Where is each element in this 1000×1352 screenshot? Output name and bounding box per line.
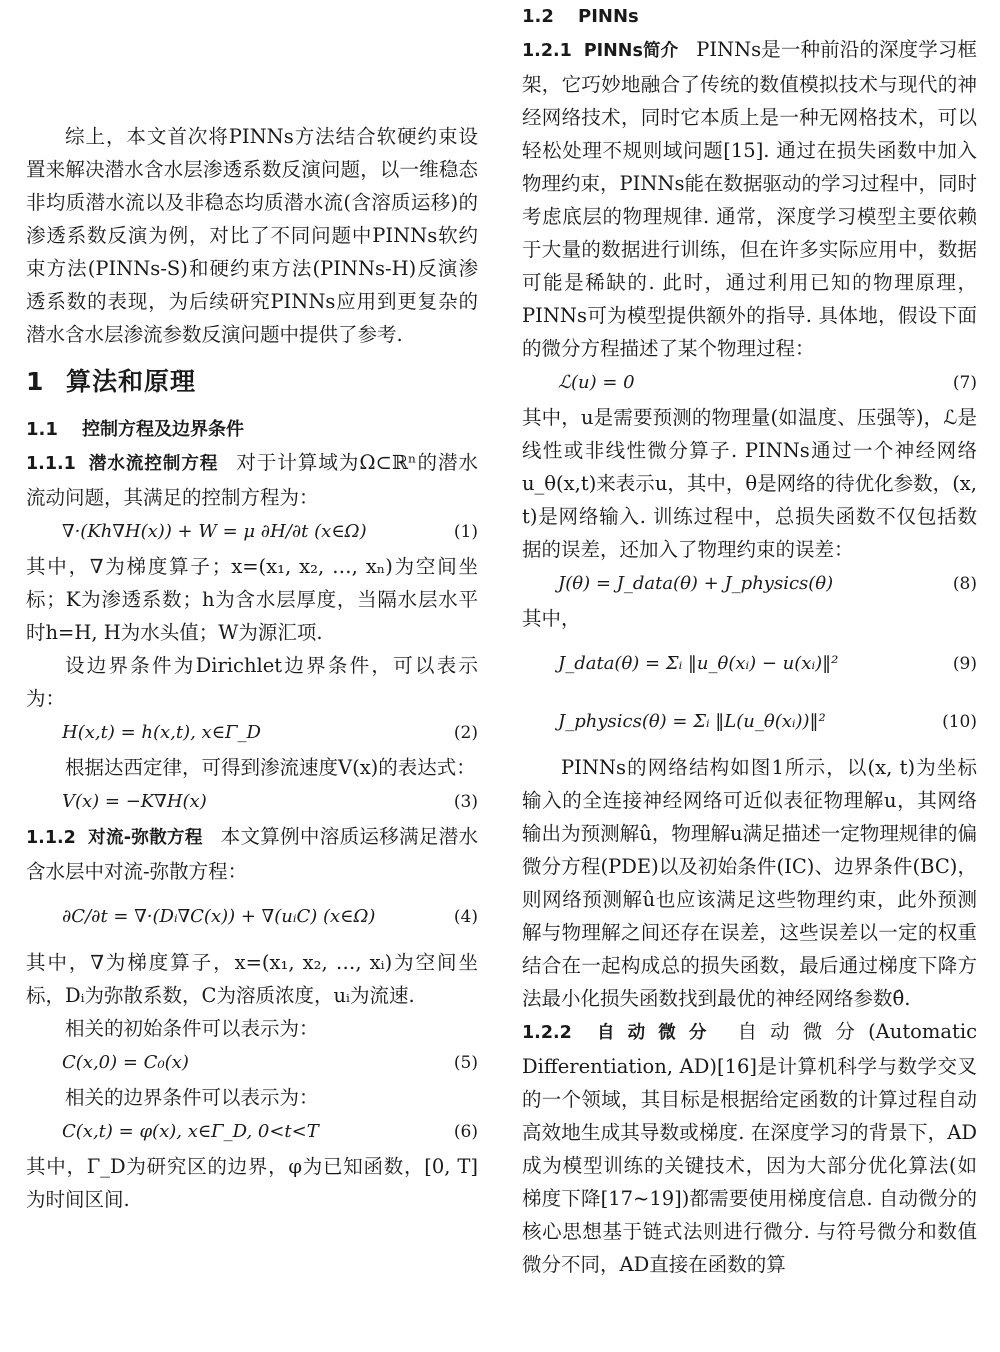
equation-expression: V(x) = −K∇H(x) [62,791,207,812]
section-1-2-1-paragraph [522,33,977,365]
equation-number: (7) [952,373,977,393]
initial-condition-intro: 相关的初始条件可以表示为： [65,1017,319,1040]
section-1-heading [26,351,478,413]
equation-7 [522,365,977,401]
equation-number: (6) [453,1122,478,1142]
section-number: 1.2.1 [522,41,572,61]
equation-expression: J_data(θ) = Σᵢ ‖u_θ(xᵢ) − u(xᵢ)‖² [558,653,839,674]
section-1-1-1-heading [26,454,236,474]
equation-expression: J(θ) = J_data(θ) + J_physics(θ) [558,573,834,594]
section-1-2-2-heading [522,1023,738,1043]
intro-paragraph: 综上，本文首次将PINNs方法结合软硬约束设置来解决潜水含水层渗透系数反演问题，以一维稳态非均质潜水流以及非稳态均质潜水流(含溶质运移)的渗透系数反演为例，对比了不同问题中PINNs软约束方法(PINNs-S)和硬约束方法(PINNs-H)反演渗透系数的表现，为后续研究PINNs应用到更复杂的潜水含水层渗流参数反演问题中提供了参考. [26,125,478,346]
eq1-explanation: 其中，∇为梯度算子；x=(x₁, x₂, …, xₙ)为空间坐标；K为渗透系数；h为含水层厚度，当隔水层水平时h=H, H为水头值；W为源汇项. [26,555,478,644]
equation-expression: H(x,t) = h(x,t), x∈Γ_D [62,722,261,743]
section-1-2-1-heading [522,41,696,61]
equation-3 [26,784,478,820]
equation-6 [26,1114,478,1150]
equation-4 [26,888,478,946]
section-title: 潜水流控制方程 [87,454,219,474]
where-label: 其中， [522,607,581,630]
equation-expression: C(x,t) = φ(x), x∈Γ_D, 0<t<T [62,1121,319,1142]
equation-number: (2) [453,723,478,743]
paragraph-text: 对于计算域为Ω⊂ℝⁿ的潜水流动问题，其满足的控制方程为： [26,451,479,509]
eq4-explanation: 其中，∇为梯度算子，x=(x₁, x₂, …, xᵢ)为空间坐标，Dᵢ为弥散系数，C为溶质浓度，uᵢ为流速. [26,951,478,1007]
equation-expression: ∇·(Kh∇H(x)) + W = μ ∂H/∂t (x∈Ω) [62,521,367,542]
equation-5 [26,1045,478,1081]
section-number: 1.2 [522,6,554,27]
section-number: 1 [26,367,45,396]
equation-expression: ∂C/∂t = ∇·(Dᵢ∇C(x)) + ∇(uᵢC) (x∈Ω) [62,906,376,927]
section-1-1-1-paragraph [26,446,478,514]
eq7-explanation: 其中，u是需要预测的物理量(如温度、压强等)，ℒ是线性或非线性微分算子. PINNs通过一个神经网络u_θ(x,t)来表示u，其中，θ是网络的待优化参数，(x, t)是网络输入. 训练过程中，总损失函数不仅包括数据的误差，还加入了物理约束的误差： [522,406,977,561]
section-number: 1.1.2 [26,828,76,848]
equation-expression: J_physics(θ) = Σᵢ ‖L(u_θ(xᵢ))‖² [558,711,826,732]
section-number: 1.2.2 [522,1023,572,1043]
right-column [522,0,977,1281]
equation-number: (5) [453,1053,478,1073]
section-1-2-heading [522,0,977,33]
equation-number: (8) [952,574,977,594]
section-1-1-heading [26,413,478,446]
equation-8 [522,566,977,602]
section-title: 对流-弥散方程 [87,828,203,848]
darcy-law-paragraph: 根据达西定律，可得到渗流速度V(x)的表达式： [65,756,476,779]
equation-2 [26,715,478,751]
section-title: 自动微分 [583,1023,720,1043]
section-1-2-2-paragraph [522,1015,977,1281]
top-spacer [26,0,478,120]
equation-number: (4) [453,907,478,927]
section-number: 1.1.1 [26,454,76,474]
paragraph-text: 本文算例中溶质运移满足潜水含水层中对流-弥散方程： [26,825,478,883]
network-structure-paragraph: PINNs的网络结构如图1所示，以(x, t)为坐标输入的全连接神经网络可近似表征物理解u，其网络输出为预测解û，物理解u满足描述一定物理规律的偏微分方程(PDE)以及初始条件(IC)、边界条件(BC)，则网络预测解û也应该满足这些物理约束，此外预测解与物理解之间还存在误差，这些误差以一定的权重结合在一起构成总的损失函数，最后通过梯度下降方法最小化损失函数找到最优的神经网络参数θ̂. [522,756,977,1010]
section-title: 算法和原理 [66,367,197,396]
equation-number: (9) [952,654,977,674]
section-title: 控制方程及边界条件 [82,419,244,440]
eq6-explanation: 其中，Γ_D为研究区的边界，φ为已知函数，[0, T]为时间区间. [26,1155,478,1211]
equation-10 [522,693,977,751]
section-number: 1.1 [26,419,58,440]
boundary-condition-intro: 设边界条件为Dirichlet边界条件，可以表示为： [26,654,478,710]
equation-number: (3) [453,792,478,812]
equation-1 [26,514,478,550]
section-title: PINNs简介 [583,41,679,61]
boundary-condition-2-intro: 相关的边界条件可以表示为： [65,1086,319,1109]
equation-9 [522,635,977,693]
section-1-1-2-paragraph [26,820,478,888]
equation-expression: ℒ(u) = 0 [558,372,635,393]
equation-expression: C(x,0) = C₀(x) [62,1052,189,1073]
paragraph-text: 自动微分(Automatic Differentiation, AD)[16]是计算机科学与数学交叉的一个领域，其目标是根据给定函数的计算过程自动高效地生成其导数或梯度. 在深度学习的背景下，AD成为模型训练的关键技术，因为大部分优化算法(如梯度下降[17~19])都需要使用梯度信息. 自动微分的核心思想基于链式法则进行微分. 与符号微分和数值微分不同，AD直接在函数的算 [522,1020,977,1276]
left-column [26,0,478,1216]
equation-number: (10) [942,712,977,732]
section-1-1-2-heading [26,828,221,848]
section-title: PINNs [578,6,639,27]
equation-number: (1) [453,522,478,542]
paragraph-text: PINNs是一种前沿的深度学习框架，它巧妙地融合了传统的数值模拟技术与现代的神经网络技术，同时它本质上是一种无网格技术，可以轻松处理不规则域问题[15]. 通过在损失函数中加入物理约束，PINNs能在数据驱动的学习过程中，同时考虑底层的物理规律. 通常，深度学习模型主要依赖于大量的数据进行训练，但在许多实际应用中，数据可能是稀缺的. 此时，通过利用已知的物理原理，PINNs可为模型提供额外的指导. 具体地，假设下面的微分方程描述了某个物理过程： [522,38,977,360]
